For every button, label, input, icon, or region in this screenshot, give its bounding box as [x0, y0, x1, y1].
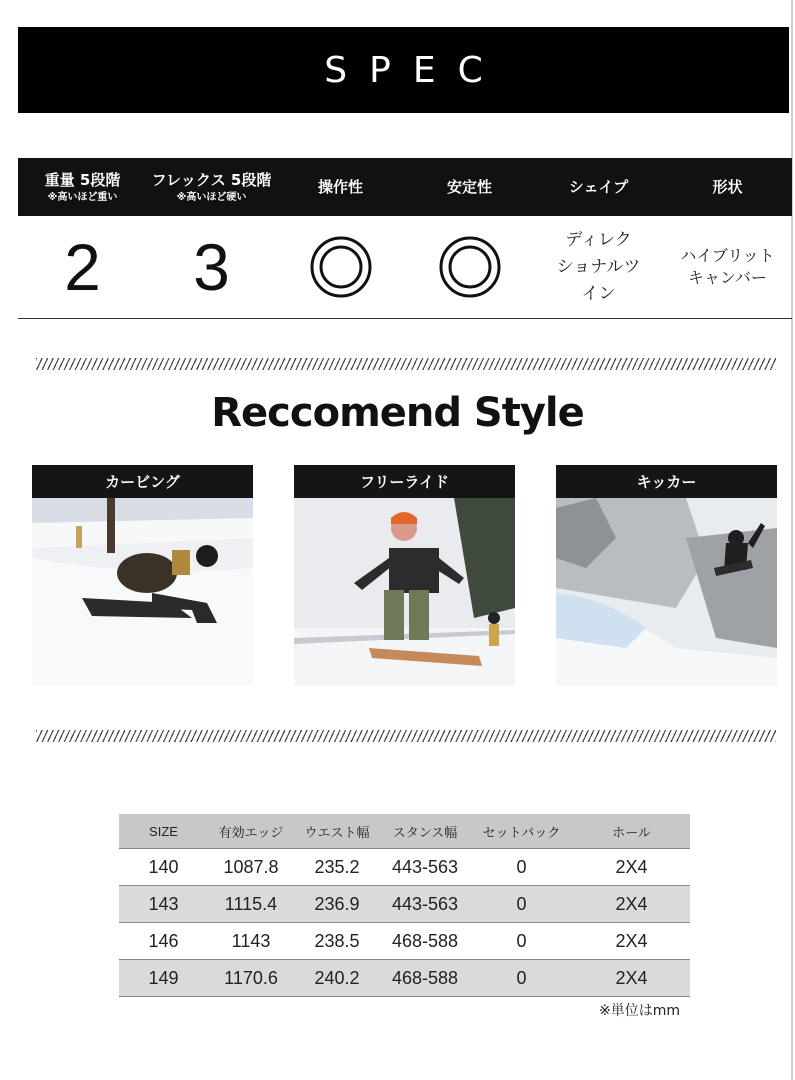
spec-header-label: フレックス 5段階: [151, 170, 272, 189]
col-header: スタンス幅: [380, 814, 470, 849]
spec-values-row: [18, 216, 792, 319]
form-value-cell: [663, 216, 792, 318]
spec-header-shape: [534, 158, 663, 216]
table-cell: 240.2: [294, 960, 380, 997]
stability-value-cell: [405, 216, 534, 318]
kicker-photo: [556, 498, 777, 686]
spec-header-label: シェイプ: [568, 178, 629, 196]
table-row: [119, 960, 690, 997]
col-header: ホール: [573, 814, 690, 849]
weight-value-cell: [18, 216, 147, 318]
table-cell: 443-563: [380, 886, 470, 923]
table-cell: 146: [119, 923, 208, 960]
spec-header-note: ※高いほど硬い: [176, 191, 247, 203]
double-circle-icon: [439, 236, 501, 298]
spec-header-flex: [147, 158, 276, 216]
table-cell: 0: [470, 849, 573, 886]
table-cell: 1115.4: [208, 886, 294, 923]
col-header: ウエスト幅: [294, 814, 380, 849]
carving-photo: [32, 498, 253, 686]
style-card-label: カービング: [32, 465, 253, 498]
style-card-label: フリーライド: [294, 465, 515, 498]
table-cell: 468-588: [380, 960, 470, 997]
table-cell: 235.2: [294, 849, 380, 886]
table-row: [119, 849, 690, 886]
col-header: セットバック: [470, 814, 573, 849]
table-cell: 2X4: [573, 849, 690, 886]
shape-value-line: ショナルツ: [556, 256, 641, 277]
double-circle-icon: [310, 236, 372, 298]
table-row: [119, 923, 690, 960]
form-value-line: キャンバー: [688, 268, 767, 287]
col-header: 有効エッジ: [208, 814, 294, 849]
table-cell: 238.5: [294, 923, 380, 960]
flex-value: 3: [193, 230, 230, 304]
recommend-title: Reccomend Style: [211, 390, 584, 436]
spec-header-weight: [18, 158, 147, 216]
size-table: [119, 814, 690, 997]
table-cell: 0: [470, 886, 573, 923]
spec-header-stability: [405, 158, 534, 216]
spec-title: SPEC: [324, 49, 505, 91]
spec-header-maneuverability: [276, 158, 405, 216]
weight-value: 2: [64, 230, 101, 304]
shape-value-cell: [534, 216, 663, 318]
table-cell: 0: [470, 960, 573, 997]
unit-note: ※単位はmm: [598, 1003, 680, 1019]
table-cell: 2X4: [573, 923, 690, 960]
spec-banner: [18, 27, 789, 113]
flex-value-cell: [147, 216, 276, 318]
hatch-divider: [36, 358, 776, 370]
style-card-carving: [32, 465, 253, 686]
table-cell: 149: [119, 960, 208, 997]
table-cell: 140: [119, 849, 208, 886]
style-card-kicker: [556, 465, 777, 686]
spec-header-form: [663, 158, 792, 216]
maneuverability-value-cell: [276, 216, 405, 318]
table-cell: 1170.6: [208, 960, 294, 997]
style-card-label: キッカー: [556, 465, 777, 498]
spec-header-label: 重量 5段階: [44, 170, 121, 189]
table-cell: 1143: [208, 923, 294, 960]
shape-value-line: イン: [581, 283, 616, 304]
form-value-line: ハイブリット: [680, 246, 775, 265]
table-cell: 443-563: [380, 849, 470, 886]
table-cell: 468-588: [380, 923, 470, 960]
table-cell: 1087.8: [208, 849, 294, 886]
table-cell: 143: [119, 886, 208, 923]
hatch-divider: [36, 730, 776, 742]
table-cell: 2X4: [573, 886, 690, 923]
spec-header-row: [18, 158, 792, 216]
shape-value-line: ディレク: [565, 229, 632, 250]
table-header-row: [119, 814, 690, 849]
spec-header-label: 安定性: [446, 178, 492, 196]
table-cell: 0: [470, 923, 573, 960]
spec-header-note: ※高いほど重い: [47, 191, 118, 203]
col-header: SIZE: [119, 814, 208, 849]
table-cell: 236.9: [294, 886, 380, 923]
style-card-freeride: [294, 465, 515, 686]
table-cell: 2X4: [573, 960, 690, 997]
freeride-photo: [294, 498, 515, 686]
spec-header-label: 形状: [712, 178, 743, 196]
table-row: [119, 886, 690, 923]
spec-header-label: 操作性: [317, 178, 363, 196]
